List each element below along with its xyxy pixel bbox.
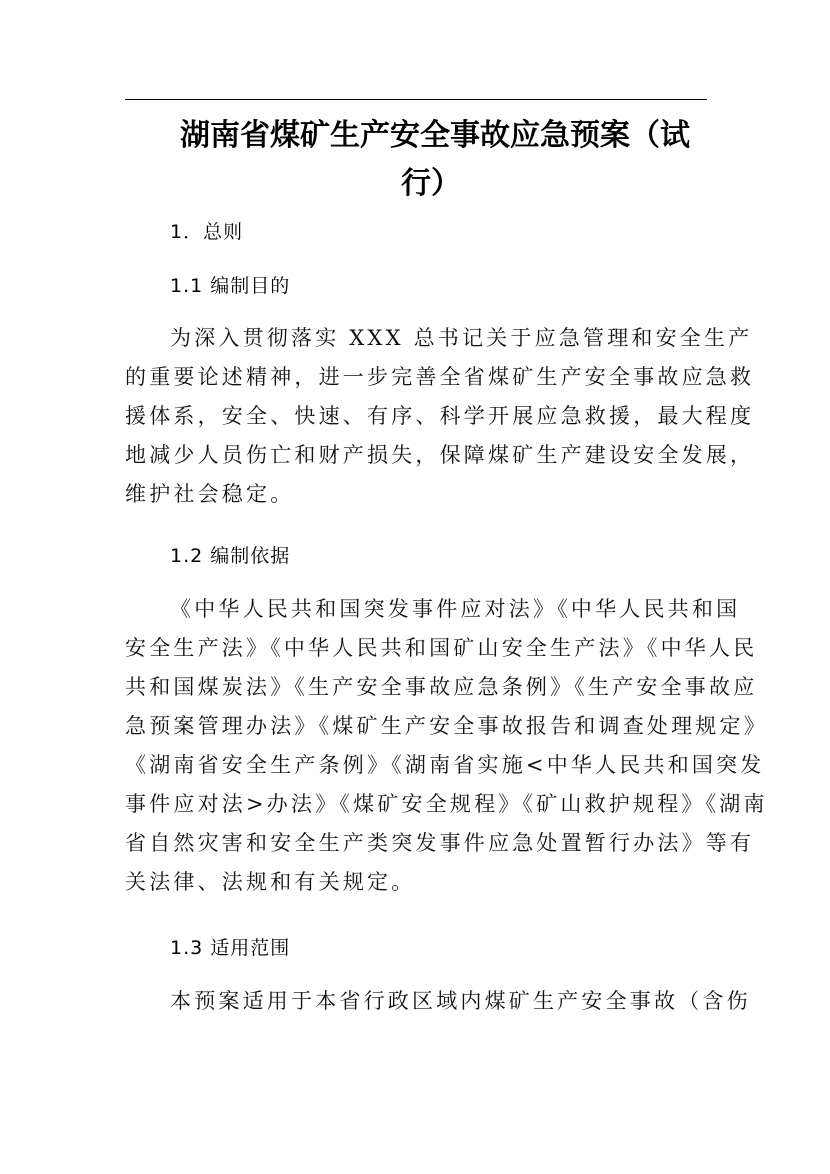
paragraph-scope <box>125 982 751 1021</box>
paragraph-line: 急预案管理办法》《煤矿生产安全事故报告和调查处理规定》 <box>125 714 768 738</box>
paragraph-line: 《中华人民共和国突发事件应对法》《中华人民共和国 <box>170 597 741 621</box>
paragraph-line: 共和国煤炭法》《生产安全事故应急条例》《生产安全事故应 <box>125 675 758 699</box>
header-rule <box>125 99 707 100</box>
section-heading-purpose: 1.1 编制目的 <box>170 275 291 297</box>
paragraph-line: 的重要论述精神，进一步完善全省煤矿生产安全事故应急救 <box>125 365 755 389</box>
paragraph-line: 为深入贯彻落实 XXX 总书记关于应急管理和安全生产 <box>170 326 753 350</box>
title-line-2: 行） <box>401 166 461 201</box>
title-line-1: 湖南省煤矿生产安全事故应急预案（试 <box>180 118 690 153</box>
paragraph-line: 维护社会稳定。 <box>125 482 295 506</box>
paragraph-line: 援体系，安全、快速、有序、科学开展应急救援，最大程度 <box>125 404 755 428</box>
section-heading-scope: 1.3 适用范围 <box>170 937 291 959</box>
paragraph-line: 关法律、法规和有关规定。 <box>125 870 416 894</box>
paragraph-line: 省自然灾害和安全生产类突发事件应急处置暂行办法》等有 <box>125 831 755 855</box>
paragraph-basis <box>125 590 768 902</box>
paragraph-line: 事件应对法>办法》《煤矿安全规程》《矿山救护规程》《湖南 <box>125 792 768 816</box>
paragraph-line: 本预案适用于本省行政区域内煤矿生产安全事故（含伤 <box>170 989 751 1013</box>
section-heading-general: 1．总则 <box>170 221 244 243</box>
document-title <box>125 112 707 208</box>
paragraph-purpose <box>125 319 755 514</box>
paragraph-line: 地减少人员伤亡和财产损失，保障煤矿生产建设安全发展， <box>125 443 755 467</box>
paragraph-line: 《湖南省安全生产条例》《湖南省实施<中华人民共和国突发 <box>125 753 765 777</box>
section-heading-basis: 1.2 编制依据 <box>170 545 291 567</box>
paragraph-line: 安全生产法》《中华人民共和国矿山安全生产法》《中华人民 <box>125 636 758 660</box>
